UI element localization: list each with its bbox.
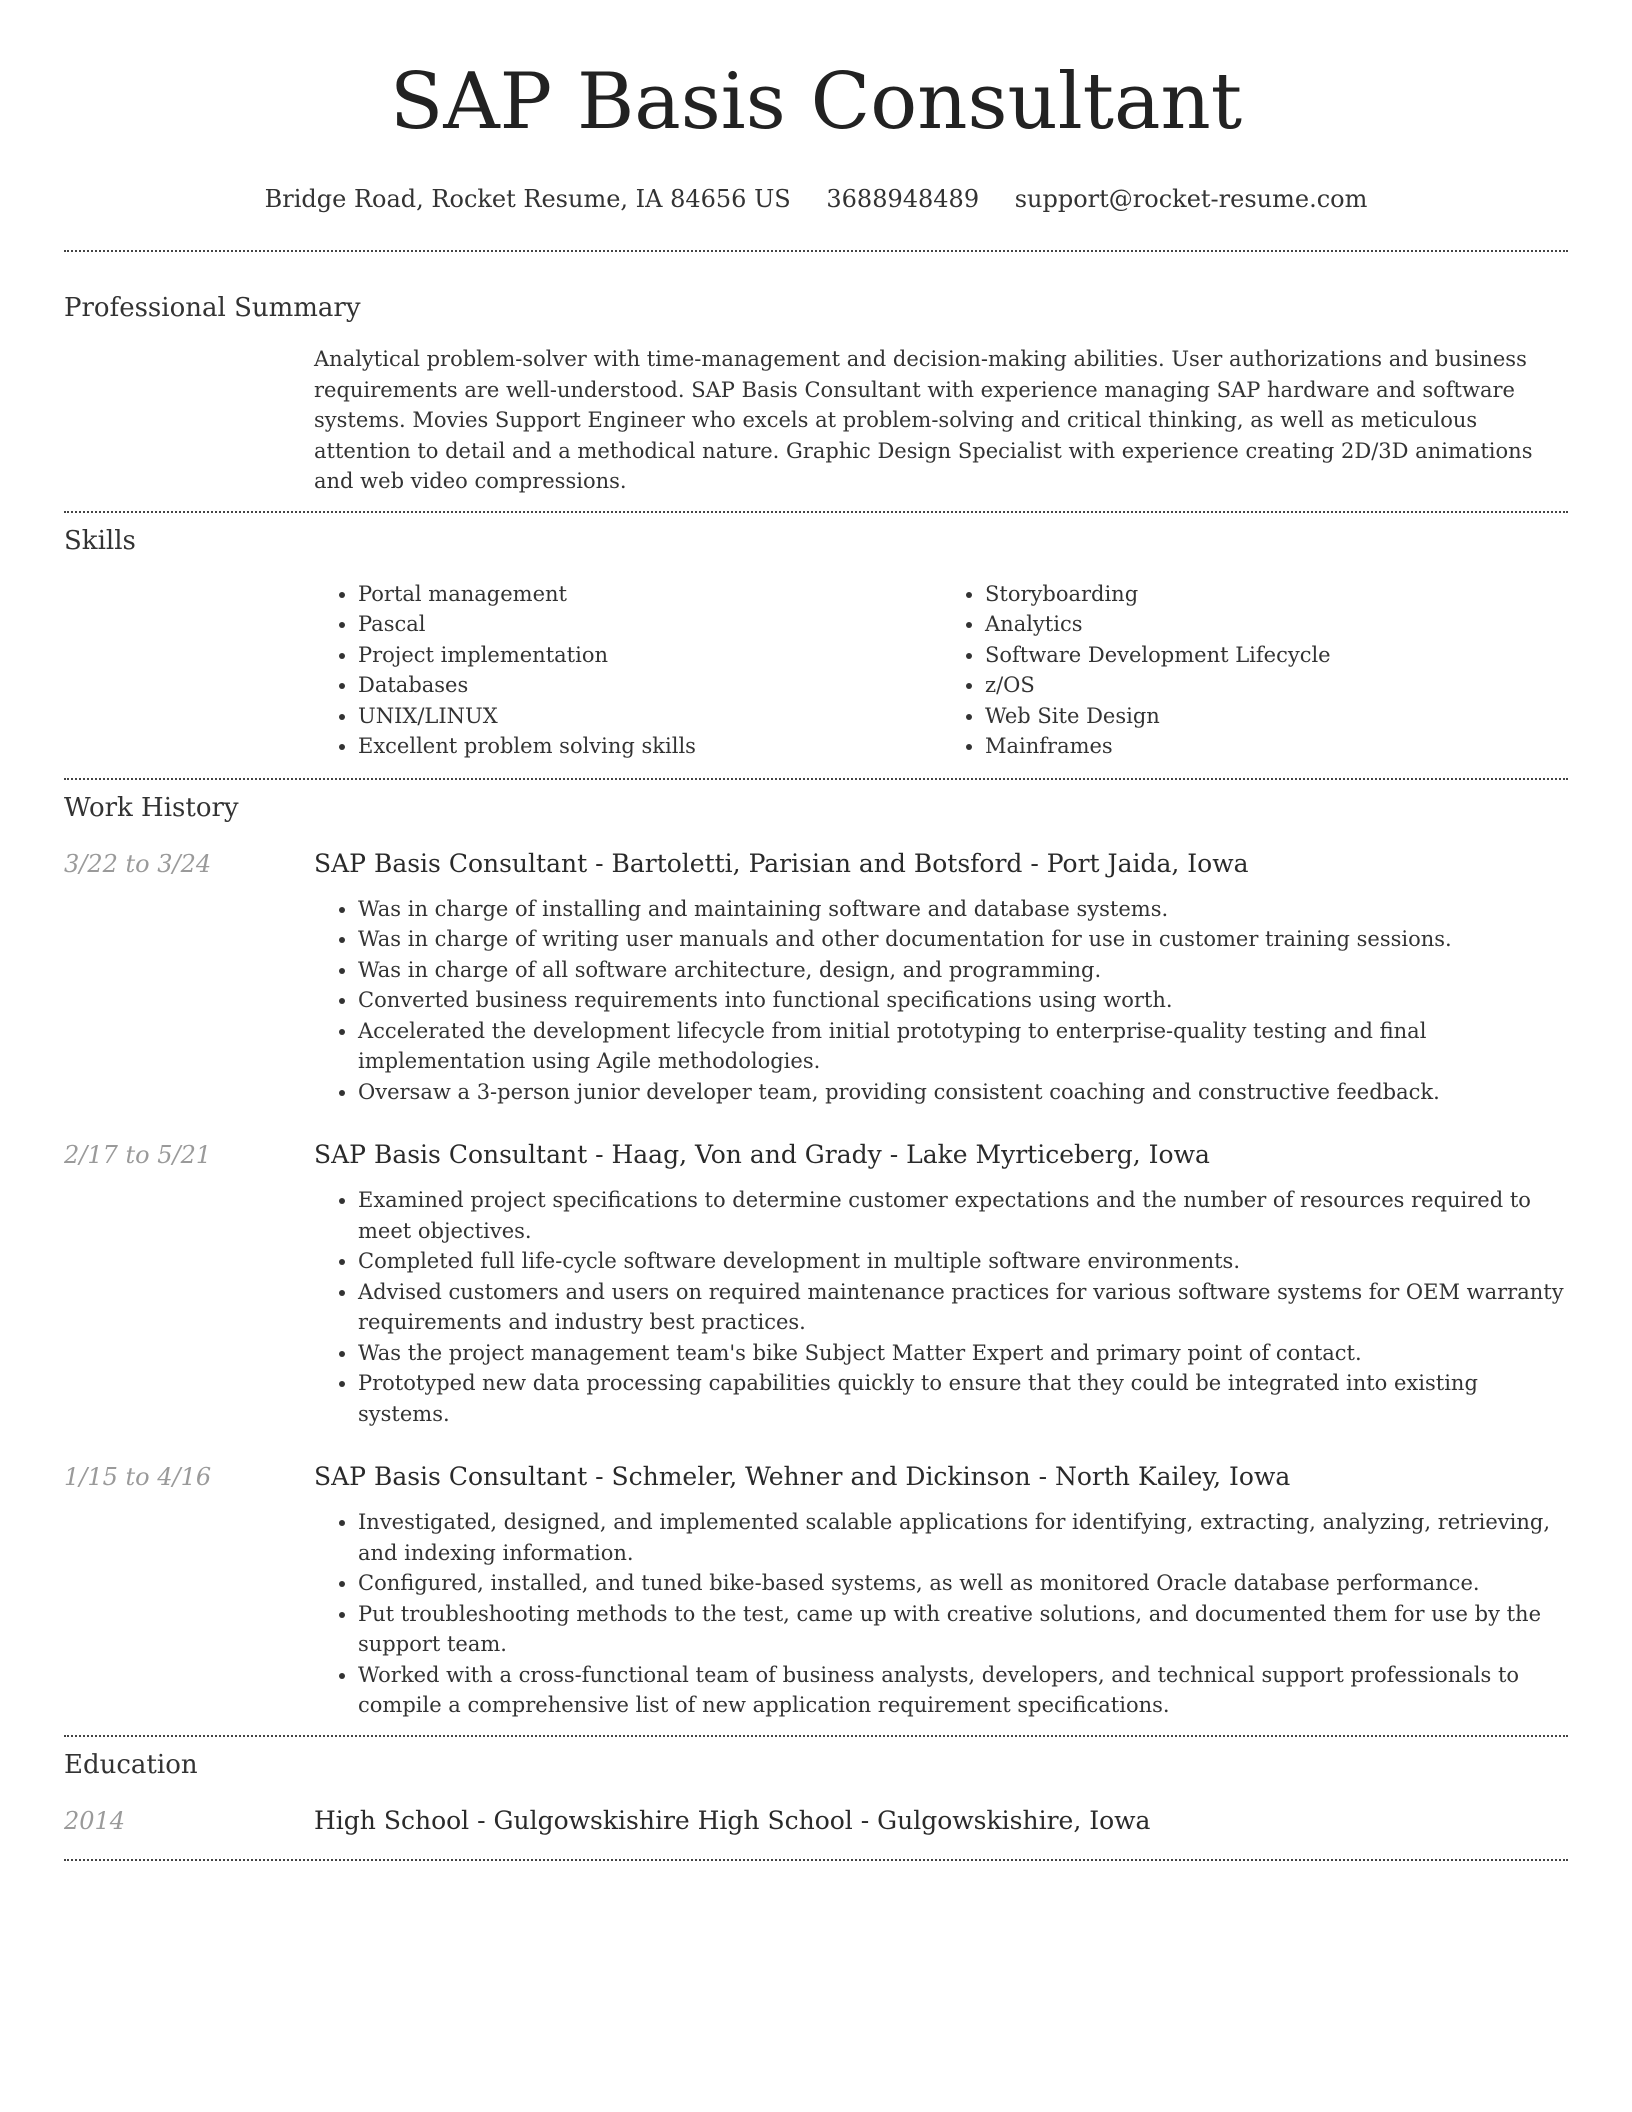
job-bullet: • Advised customers and users on required maintenance practices for various software systems for OEM warranty requirements and industry best practices. [358,1277,1568,1338]
education-entry [64,1805,1568,1837]
job-bullet: • Put troubleshooting methods to the test, came up with creative solutions, and documented them for use by the support team. [358,1599,1568,1660]
education-section [64,1737,1568,1837]
job-bullet: • Converted business requirements into functional specifications using worth. [358,985,1568,1016]
summary-section [64,252,1568,497]
job-bullet: • Oversaw a 3-person junior developer team, providing consistent coaching and constructive feedback. [358,1077,1568,1108]
job-bullet: • Worked with a cross-functional team of business analysts, developers, and technical support professionals to compile a comprehensive list of new application requirement specifications. [358,1660,1568,1721]
job-bullet: • Was in charge of all software architecture, design, and programming. [358,955,1568,986]
skill-item: • Mainframes [985,731,1568,762]
job-bullet: • Was in charge of installing and maintaining software and database systems. [358,894,1568,925]
contact-phone: 3688948489 [826,185,980,213]
skill-item: • Software Development Lifecycle [985,640,1568,671]
skill-item: • Project implementation [358,640,941,671]
job-bullet: • Completed full life-cycle software development in multiple software environments. [358,1246,1568,1277]
contact-line [64,184,1568,214]
education-heading: Education [64,1749,198,1780]
education-title: High School - Gulgowskishire High School - Gulgowskishire, Iowa [314,1805,1151,1835]
summary-heading: Professional Summary [64,293,361,323]
job-bullet: • Was the project management team's bike Subject Matter Expert and primary point of contact. [358,1338,1568,1369]
skills-heading: Skills [64,525,136,556]
skill-item: • UNIX/LINUX [358,701,941,732]
job-bullet: • Configured, installed, and tuned bike-based systems, as well as monitored Oracle database performance. [358,1568,1568,1599]
job-date: 2/17 to 5/21 [64,1141,212,1169]
skill-item: • Databases [358,670,941,701]
skill-item: • Analytics [985,609,1568,640]
skills-list-left [314,579,941,762]
job-entry [64,1461,1568,1493]
contact-address: Bridge Road, Rocket Resume, IA 84656 US [264,185,791,213]
job-bullets [314,1185,1568,1429]
skill-item: • Excellent problem solving skills [358,731,941,762]
resume-title: SAP Basis Consultant [389,57,1243,147]
skills-list-right [941,579,1568,762]
skills-grid [314,579,1568,762]
job-title: SAP Basis Consultant - Schmeler, Wehner and Dickinson - North Kailey, Iowa [314,1462,1291,1491]
job-bullet: • Accelerated the development lifecycle from initial prototyping to enterprise-quality testing and final implementation using Agile methodologies. [358,1016,1568,1077]
job-entry [64,848,1568,880]
skill-item: • Web Site Design [985,701,1568,732]
job-date: 1/15 to 4/16 [64,1463,212,1491]
job-entry [64,1139,1568,1171]
work-history-section [64,780,1568,1721]
summary-text: Analytical problem-solver with time-management and decision-making abilities. User authorizations and business requirements are well-understood. SAP Basis Consultant with experience managing SAP hardware and software systems. Movies Support Engineer who excels at problem-solving and critical thinking, as well as meticulous attention to detail and a methodical nature. Graphic Design Specialist with experience creating 2D/3D animations and web video compressions. [314,347,1533,493]
skill-item: • Storyboarding [985,579,1568,610]
contact-email[interactable]: support@rocket-resume.com [1014,185,1368,213]
job-date: 3/22 to 3/24 [64,849,212,878]
job-bullet: • Prototyped new data processing capabilities quickly to ensure that they could be integrated into existing systems. [358,1368,1568,1429]
skill-item: • Pascal [358,609,941,640]
job-bullet: • Investigated, designed, and implemented scalable applications for identifying, extracting, analyzing, retrieving, and indexing information. [358,1507,1568,1568]
work-history-heading: Work History [64,792,239,823]
job-bullet: • Examined project specifications to determine customer expectations and the number of resources required to meet objectives. [358,1185,1568,1246]
skills-section [64,513,1568,762]
skill-item: • z/OS [985,670,1568,701]
education-date: 2014 [64,1806,126,1835]
job-bullets [314,894,1568,1108]
job-title: SAP Basis Consultant - Bartoletti, Parisian and Botsford - Port Jaida, Iowa [314,848,1249,878]
job-bullets [314,1507,1568,1721]
divider [64,1859,1568,1861]
job-title: SAP Basis Consultant - Haag, Von and Grady - Lake Myrticeberg, Iowa [314,1140,1210,1169]
skill-item: • Portal management [358,579,941,610]
job-bullet: • Was in charge of writing user manuals and other documentation for use in customer training sessions. [358,924,1568,955]
